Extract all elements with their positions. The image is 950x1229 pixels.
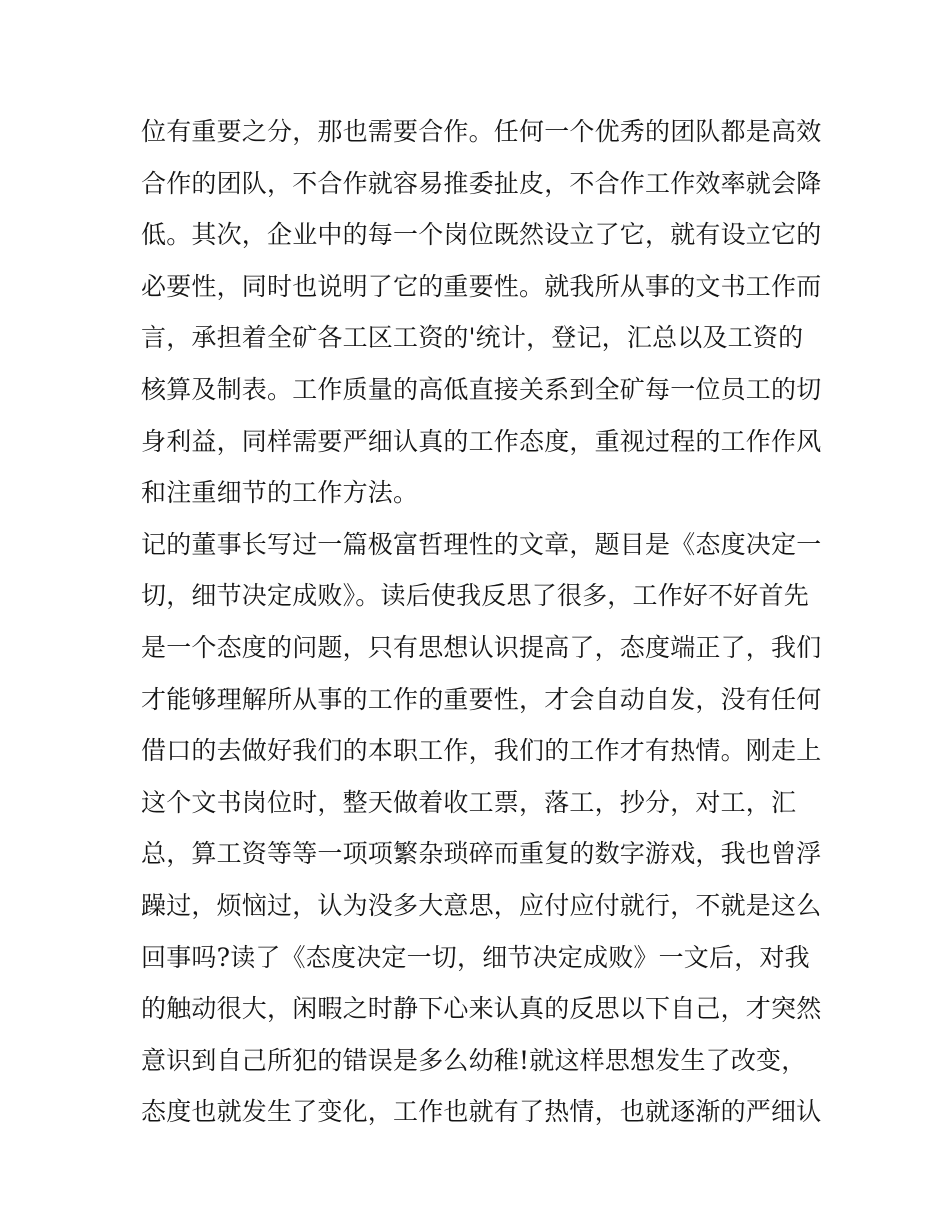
body-text (141, 106, 821, 1138)
text-line: 身利益，同样需要严细认真的工作态度，重视过程的工作作风 (141, 426, 822, 456)
text-line: 和注重细节的工作方法。 (141, 478, 419, 508)
text-line: 记的董事长写过一篇极富哲理性的文章，题目是《态度决定一 (141, 529, 822, 559)
text-line: 这个文书岗位时，整天做着收工票，落工，抄分，对工，汇 (141, 787, 797, 817)
text-line: 低。其次，企业中的每一个岗位既然设立了它，就有设立它的 (141, 220, 822, 250)
text-line: 总，算工资等等一项项繁杂琐碎而重复的数字游戏，我也曾浮 (141, 839, 822, 869)
text-line: 的触动很大，闲暇之时静下心来认真的反思以下自己，才突然 (141, 994, 822, 1024)
text-line: 核算及制表。工作质量的高低直接关系到全矿每一位员工的切 (141, 374, 822, 404)
text-line: 躁过，烦恼过，认为没多大意思，应付应付就行，不就是这么 (141, 890, 822, 920)
text-line: 回事吗?读了《态度决定一切，细节决定成败》一文后，对我 (141, 942, 810, 972)
text-line: 态度也就发生了变化，工作也就有了热情，也就逐渐的严细认 (141, 1097, 822, 1127)
text-line: 合作的团队，不合作就容易推委扯皮，不合作工作效率就会降 (141, 168, 822, 198)
text-line: 是一个态度的问题，只有思想认识提高了，态度端正了，我们 (141, 632, 822, 662)
text-line: 言，承担着全矿各工区工资的'统计，登记，汇总以及工资的 (141, 323, 804, 353)
text-line: 借口的去做好我们的本职工作，我们的工作才有热情。刚走上 (141, 736, 822, 766)
text-line: 意识到自己所犯的错误是多么幼稚!就这样思想发生了改变， (141, 1045, 807, 1075)
text-line: 必要性，同时也说明了它的重要性。就我所从事的文书工作而 (141, 271, 822, 301)
text-line: 切，细节决定成败》。读后使我反思了很多，工作好不好首先 (141, 581, 809, 611)
text-line: 才能够理解所从事的工作的重要性，才会自动自发，没有任何 (141, 684, 822, 714)
text-line: 位有重要之分，那也需要合作。任何一个优秀的团队都是高效 (141, 117, 822, 146)
